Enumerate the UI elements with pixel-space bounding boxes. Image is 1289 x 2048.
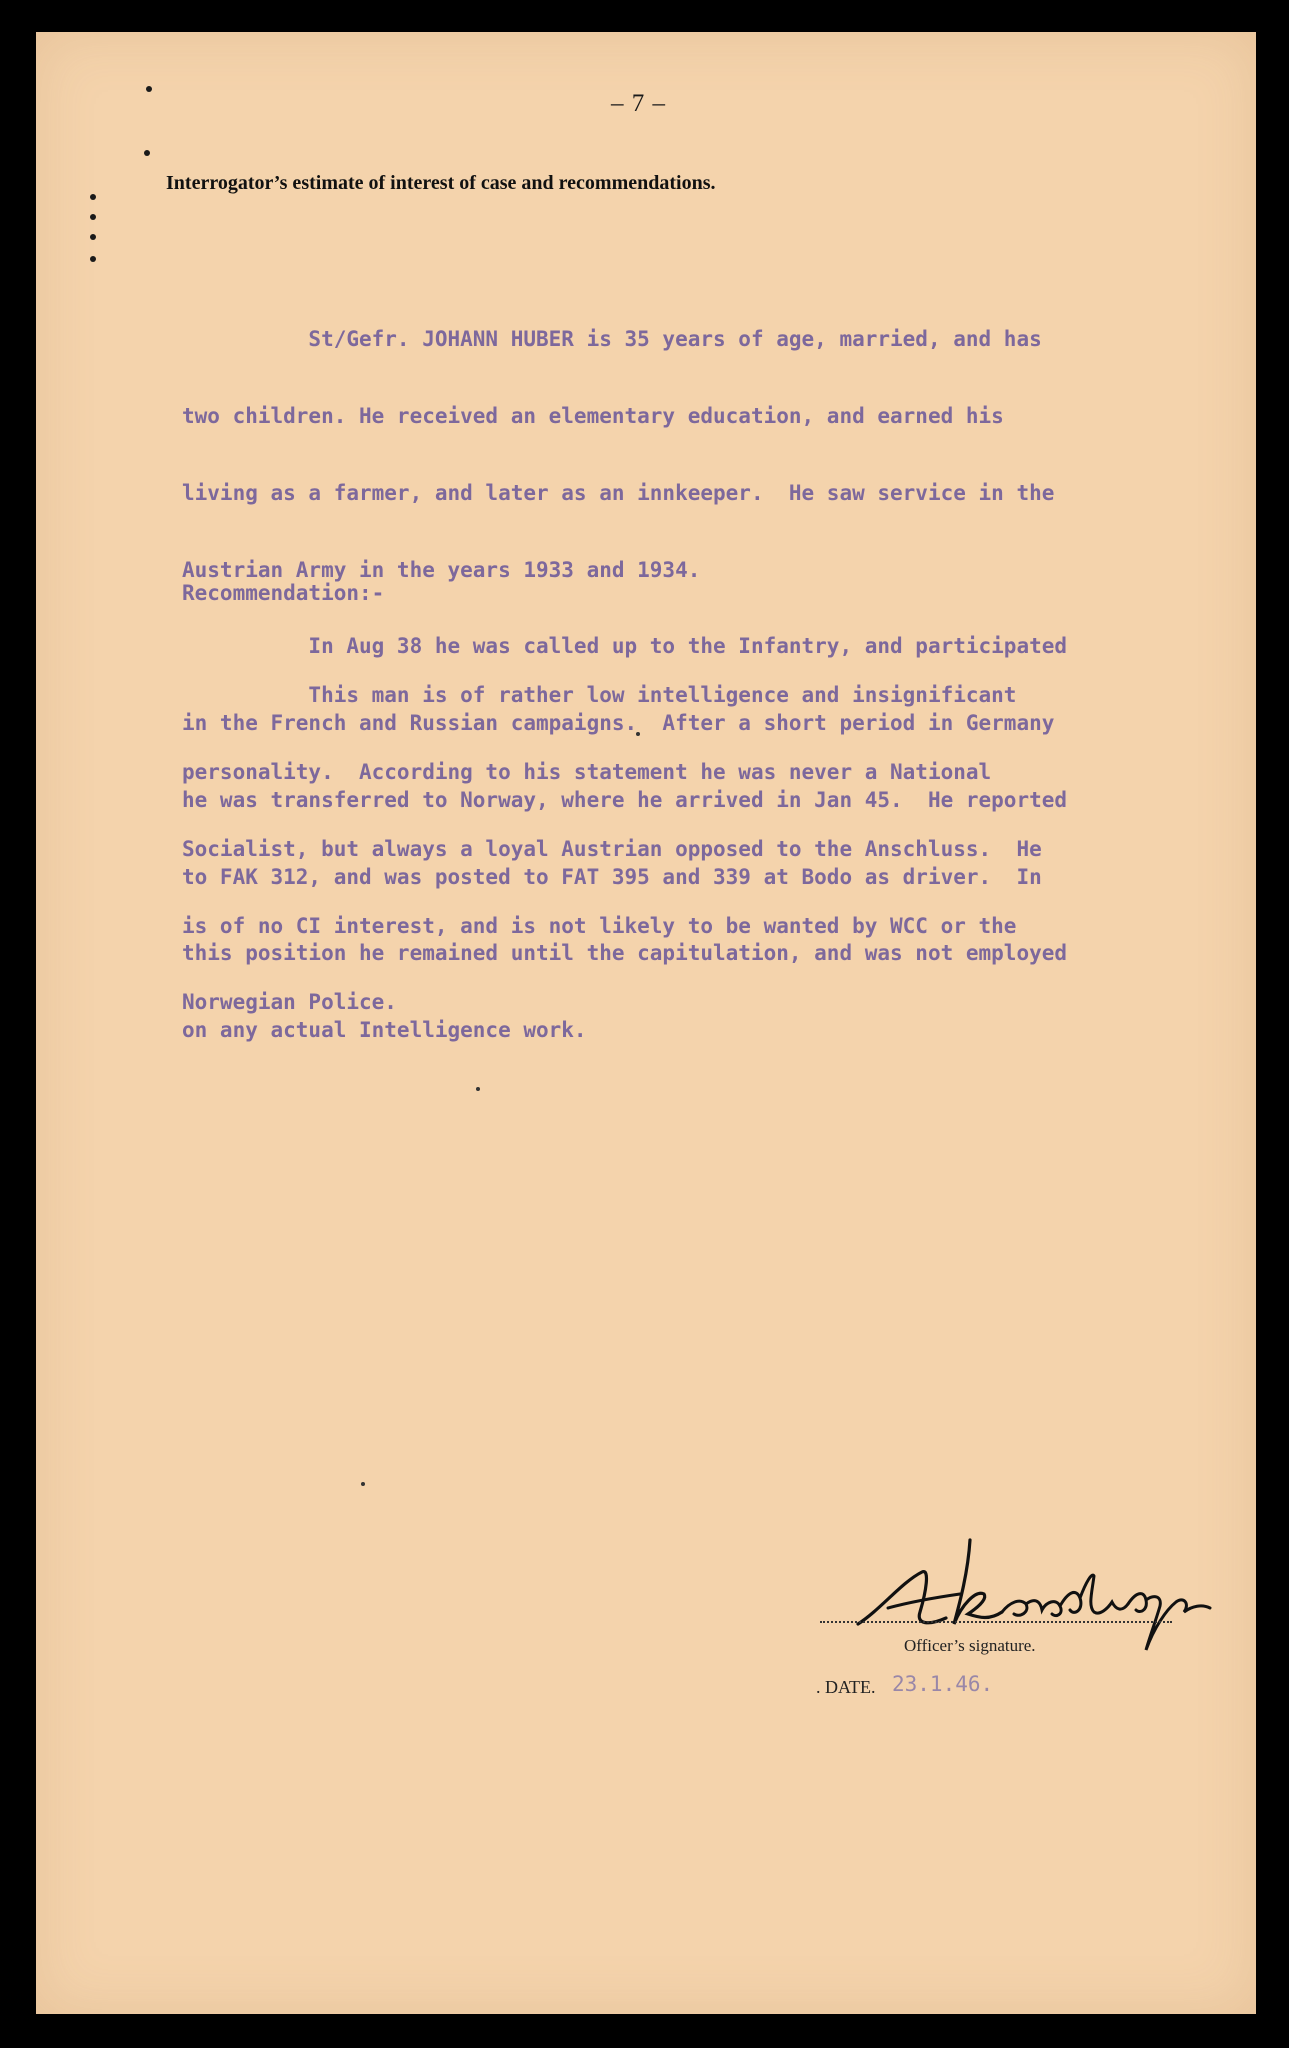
signature-line <box>820 1621 1172 1623</box>
text-line: Norwegian Police. <box>182 990 397 1015</box>
text-line: is of no CI interest, and is not likely to be wanted by WCC or the <box>182 913 1017 938</box>
date-label: . DATE. <box>816 1677 876 1697</box>
text-line: living as a farmer, and later as an innkeeper. He saw service in the <box>182 480 1055 505</box>
paper-speck <box>361 1482 365 1486</box>
text-line: to FAK 312, and was posted to FAT 395 and 339 at Bodo as driver. In <box>182 864 1042 889</box>
text-line: Austrian Army in the years 1933 and 1934. <box>182 557 701 582</box>
text-line: he was transferred to Norway, where he arrived in Jan 45. He reported <box>182 787 1068 812</box>
document-page <box>36 32 1256 2014</box>
date-value: 23.1.46. <box>892 1672 994 1696</box>
text-line: personality. According to his statement he was never a National <box>182 759 992 784</box>
punch-hole <box>90 256 96 262</box>
text-line: In Aug 38 he was called up to the Infantry, and participated <box>182 634 1068 659</box>
page-number: – 7 – <box>611 90 666 117</box>
punch-hole <box>90 234 96 240</box>
punch-hole <box>90 214 96 220</box>
punch-hole <box>90 194 96 200</box>
recommendation-paragraph <box>182 632 1042 1067</box>
signature-label: Officer’s signature. <box>904 1636 1036 1655</box>
punch-hole <box>146 86 152 92</box>
text-line: this position he remained until the capitulation, and was not employed <box>182 941 1068 966</box>
text-line: on any actual Intelligence work. <box>182 1018 587 1043</box>
text-line: two children. He received an elementary education, and earned his <box>182 403 1004 428</box>
recommendation-label: Recommendation:- <box>182 581 385 605</box>
section-heading: Interrogator’s estimate of interest of case and recommendations. <box>166 172 716 194</box>
text-line: This man is of rather low intelligence and insignificant <box>182 683 1017 708</box>
text-line: in the French and Russian campaigns. After a short period in Germany <box>182 711 1055 736</box>
text-line: St/Gefr. JOHANN HUBER is 35 years of age, married, and has <box>182 327 1042 352</box>
text-line: Socialist, but always a loyal Austrian opposed to the Anschluss. He <box>182 836 1042 861</box>
punch-hole <box>144 150 150 156</box>
